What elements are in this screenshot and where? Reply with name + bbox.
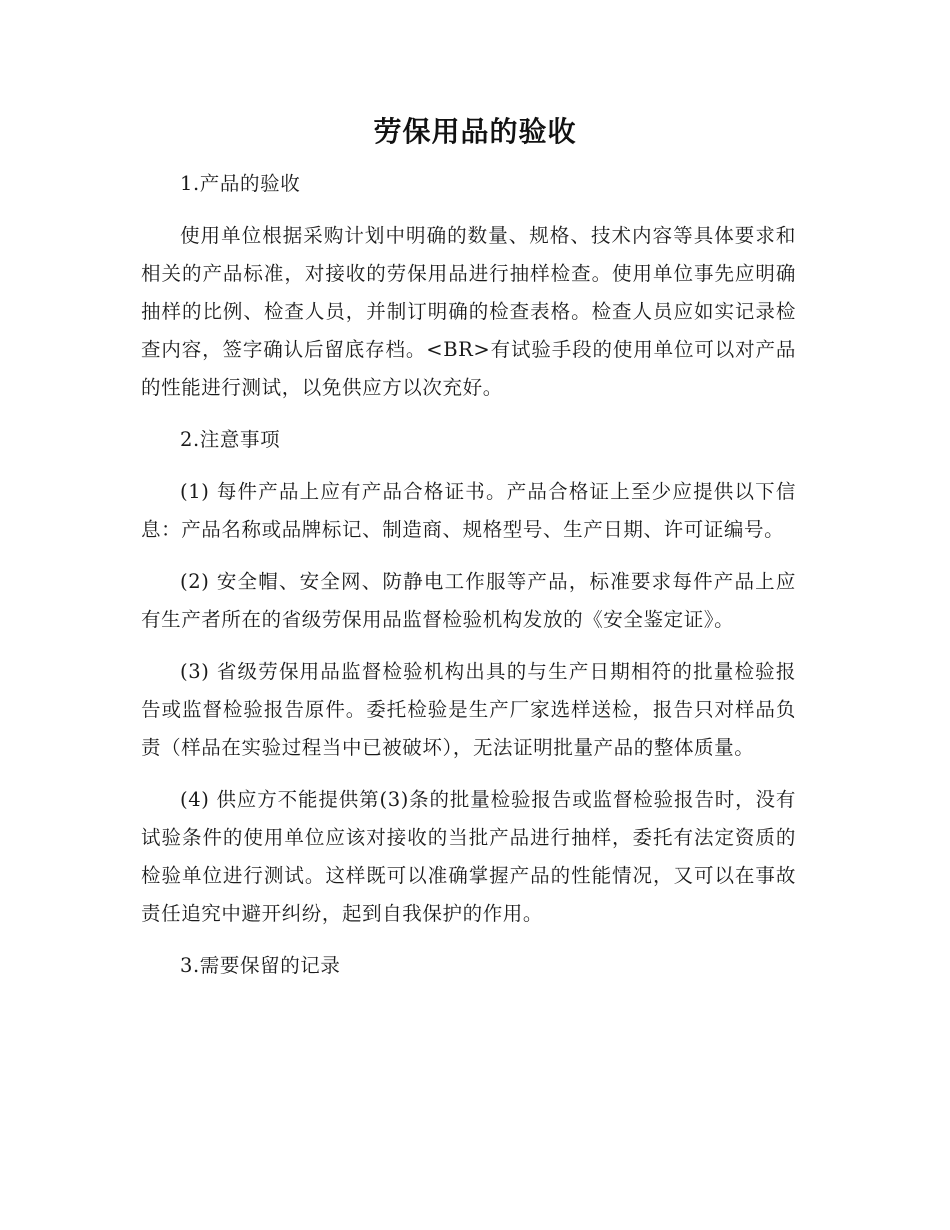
section-2-heading: 2.注意事项 <box>180 428 281 451</box>
section-3-heading: 3.需要保留的记录 <box>180 954 341 977</box>
section-2-item-4: (4) 供应方不能提供第(3)条的批量检验报告或监督检验报告时，没有试验条件的使用单位应该对接收的当批产品进行抽样，委托有法定资质的检验单位进行测试。这样既可以准确掌握产品的性能情况，又可以在事故责任追究中避开纠纷，起到自我保护的作用。 <box>141 788 796 925</box>
section-2-item-1: (1) 每件产品上应有产品合格证书。产品合格证上至少应提供以下信息：产品名称或品牌标记、制造商、规格型号、生产日期、许可证编号。 <box>141 480 796 541</box>
section-1-heading: 1.产品的验收 <box>180 172 301 195</box>
document-title: 劳保用品的验收 <box>373 115 577 148</box>
section-2-item-2: (2) 安全帽、安全网、防静电工作服等产品，标准要求每件产品上应有生产者所在的省级劳保用品监督检验机构发放的《安全鉴定证》。 <box>141 570 796 631</box>
section-1-paragraph: 使用单位根据采购计划中明确的数量、规格、技术内容等具体要求和相关的产品标准，对接收的劳保用品进行抽样检查。使用单位事先应明确抽样的比例、检查人员，并制订明确的检查表格。检查人员应如实记录检查内容，签字确认后留底存档。<BR>有试验手段的使用单位可以对产品的性能进行测试，以免供应方以次充好。 <box>141 224 796 399</box>
document-body <box>141 165 796 999</box>
section-2-item-3: (3) 省级劳保用品监督检验机构出具的与生产日期相符的批量检验报告或监督检验报告原件。委托检验是生产厂家选样送检，报告只对样品负责（样品在实验过程当中已被破坏），无法证明批量产品的整体质量。 <box>141 660 796 759</box>
